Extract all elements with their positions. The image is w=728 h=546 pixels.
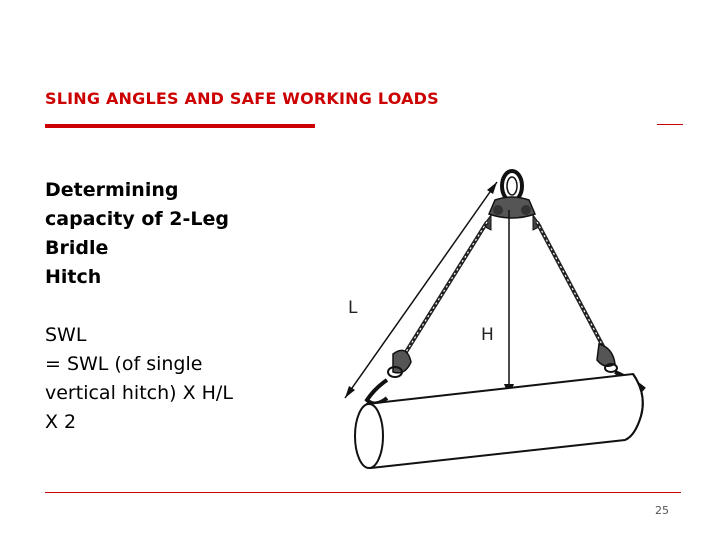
right-sling-leg (537, 222, 605, 350)
label-h: H (481, 325, 494, 345)
heading-line: Determining (45, 179, 179, 201)
spacer (45, 292, 310, 321)
sling-hardware-top (483, 197, 541, 230)
slide-title: SLING ANGLES AND SAFE WORKING LOADS (45, 89, 439, 108)
formula-line: vertical hitch) X H/L (45, 382, 233, 404)
left-sling-leg (401, 222, 487, 360)
page-number: 25 (655, 504, 669, 517)
title-underline (45, 124, 315, 128)
dimension-h-arrow (504, 210, 514, 396)
dimension-l-arrow (345, 182, 497, 398)
cylindrical-load (355, 374, 643, 468)
heading-line: Bridle (45, 237, 109, 259)
heading-line: capacity of 2-Leg (45, 208, 229, 230)
bridle-hitch-illustration (315, 118, 657, 486)
footer-rule (45, 492, 681, 493)
label-l: L (348, 298, 358, 318)
heading-line: Hitch (45, 266, 102, 288)
formula-line: X 2 (45, 411, 77, 433)
formula-line: SWL (45, 324, 87, 346)
title-rule-right (656, 124, 683, 125)
formula-line: = SWL (of single (45, 353, 203, 375)
body-text (45, 176, 310, 437)
